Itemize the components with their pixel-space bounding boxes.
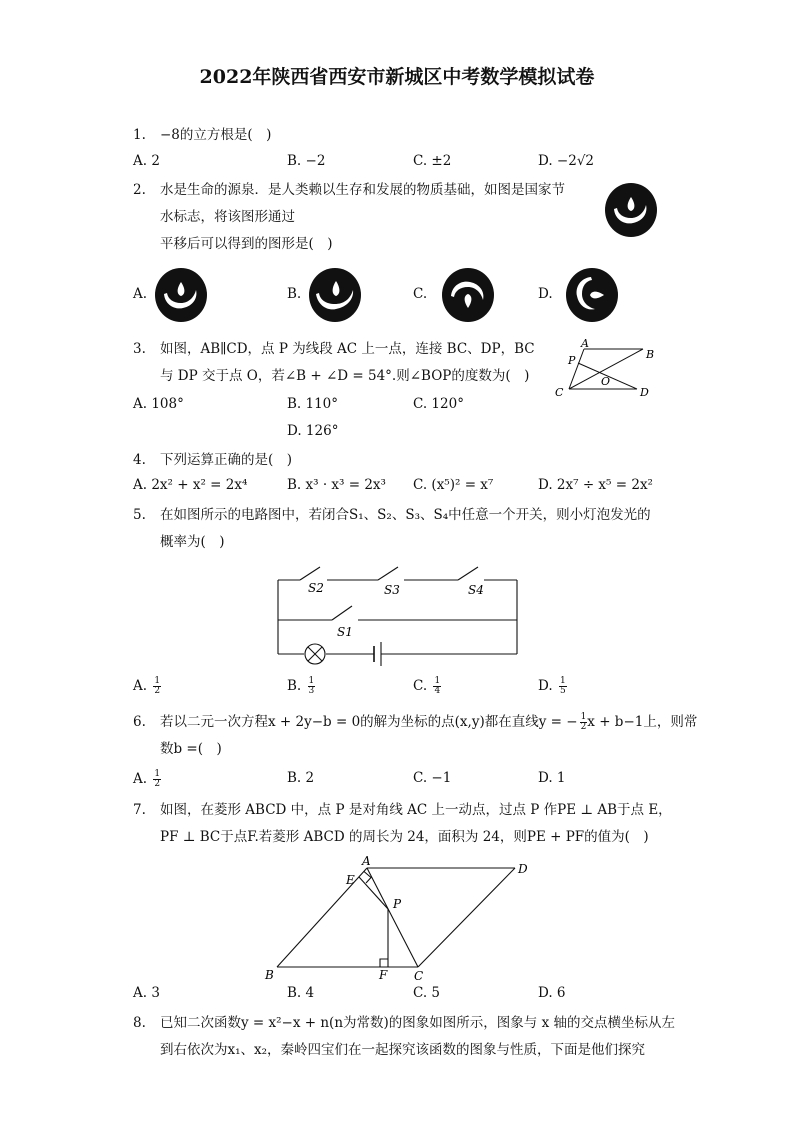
label-p: P xyxy=(568,354,576,367)
q7-option-d: D. 6 xyxy=(538,985,566,1001)
q7-option-c: C. 5 xyxy=(413,985,441,1001)
q5-circuit xyxy=(270,562,525,670)
q2-line3: 平移后可以得到的图形是( ) xyxy=(160,236,333,252)
q5-line1: 在如图所示的电路图中，若闭合S₁、S₂、S₃、S₄中任意一个开关，则小灯泡发光的 xyxy=(160,507,651,523)
label-c: C xyxy=(414,969,424,983)
label-e: E xyxy=(346,873,355,887)
q3-number: 3. xyxy=(133,341,146,357)
label-b: B xyxy=(265,968,274,982)
page-title: 2022年陕西省西安市新城区中考数学模拟试卷 xyxy=(199,66,595,88)
q7-figure xyxy=(260,853,540,983)
q3-figure xyxy=(553,338,668,400)
q5-option-c: C. $\frac{1}{4}$ xyxy=(413,676,441,696)
q8-line1: 已知二次函数y = x²−x + n(n为常数)的图象如图所示，图象与 x 轴的交点横坐标从左 xyxy=(160,1015,675,1031)
q8-number: 8. xyxy=(133,1015,146,1031)
q4-option-c: C. (x⁵)² = x⁷ xyxy=(413,477,494,493)
q4-option-a: A. 2x² + x² = 2x⁴ xyxy=(133,477,248,493)
label-p: P xyxy=(393,897,402,911)
q4-number: 4. xyxy=(133,452,146,468)
q6-option-c: C. −1 xyxy=(413,770,452,786)
water-logo-original xyxy=(605,183,657,237)
q8-line2: 到右依次为x₁、x₂，秦岭四宝们在一起探究该函数的图象与性质，下面是他们探究 xyxy=(160,1042,646,1058)
q2-option-c-label: C. xyxy=(413,286,428,302)
q5-option-a: A. $\frac{1}{2}$ xyxy=(133,676,161,696)
q3-option-b: B. 110° xyxy=(287,396,339,412)
diagonal-ac xyxy=(367,868,418,967)
q6-option-b: B. 2 xyxy=(287,770,315,786)
q6-line2: 数b =( ) xyxy=(160,741,222,757)
q5-line2: 概率为( ) xyxy=(160,534,225,550)
water-logo-option-d xyxy=(566,268,618,322)
q2-option-d-label: D. xyxy=(538,286,553,302)
water-logo-option-c xyxy=(442,268,494,322)
q6-number: 6. xyxy=(133,714,146,730)
q4-stem: 下列运算正确的是( ) xyxy=(160,452,293,468)
q7-line2: PF ⊥ BC于点F.若菱形 ABCD 的周长为 24，面积为 24，则PE + PF的值为( ) xyxy=(160,829,649,845)
q2-line1: 水是生命的源泉．是人类赖以生存和发展的物质基础，如图是国家节 xyxy=(160,182,565,198)
q7-number: 7. xyxy=(133,802,146,818)
q5-option-d: D. $\frac{1}{5}$ xyxy=(538,676,566,696)
q2-option-a-label: A. xyxy=(133,286,148,302)
q2-option-b-label: B. xyxy=(287,286,302,302)
switch-s2-label: S2 xyxy=(308,581,324,595)
label-f: F xyxy=(379,968,388,982)
q3-option-a: A. 108° xyxy=(133,396,184,412)
q3-option-c: C. 120° xyxy=(413,396,464,412)
right-angle-f xyxy=(380,959,388,967)
q1-stem: −8的立方根是( ) xyxy=(160,127,272,143)
q4-option-b: B. x³ · x³ = 2x³ xyxy=(287,477,386,493)
q5-number: 5. xyxy=(133,507,146,523)
switch-s1-label: S1 xyxy=(337,625,353,639)
label-b: B xyxy=(646,348,655,361)
q3-line2: 与 DP 交于点 O，若∠B + ∠D = 54°.则∠BOP的度数为( ) xyxy=(160,368,530,384)
q6-option-a: A. $\frac{1}{2}$ xyxy=(133,769,161,789)
q2-number: 2. xyxy=(133,182,146,198)
label-a: A xyxy=(362,854,371,868)
q6-option-d: D. 1 xyxy=(538,770,566,786)
switch-s4-label: S4 xyxy=(468,583,484,597)
label-d: D xyxy=(640,386,649,399)
label-o: O xyxy=(601,375,611,388)
q5-option-b: B. $\frac{1}{3}$ xyxy=(287,676,315,696)
segment-cd xyxy=(418,868,515,967)
q6-line1: 若以二元一次方程x + 2y−b = 0的解为坐标的点(x,y)都在直线y = − $\frac{1}{2}$ x + b−1上，则常 xyxy=(160,712,698,732)
q1-number: 1. xyxy=(133,127,146,143)
q1-option-d: D. −2√2 xyxy=(538,153,595,169)
q7-line1: 如图，在菱形 ABCD 中，点 P 是对角线 AC 上一动点，过点 P 作PE ⊥ AB于点 E， xyxy=(160,802,672,818)
q3-option-d: D. 126° xyxy=(287,423,339,439)
q2-line2: 水标志，将该图形通过 xyxy=(160,209,295,225)
q1-option-c: C. ±2 xyxy=(413,153,452,169)
water-logo-option-a xyxy=(155,268,207,322)
label-a: A xyxy=(581,338,589,350)
switch-s3-label: S3 xyxy=(384,583,400,597)
q1-option-a: A. 2 xyxy=(133,153,160,169)
q3-line1: 如图，AB∥CD，点 P 为线段 AC 上一点，连接 BC、DP，BC xyxy=(160,341,535,357)
q7-option-b: B. 4 xyxy=(287,985,315,1001)
q1-option-b: B. −2 xyxy=(287,153,326,169)
q7-option-a: A. 3 xyxy=(133,985,160,1001)
water-logo-option-b xyxy=(309,268,361,322)
q4-option-d: D. 2x⁷ ÷ x⁵ = 2x² xyxy=(538,477,653,493)
label-d: D xyxy=(518,862,528,876)
label-c: C xyxy=(555,386,564,399)
